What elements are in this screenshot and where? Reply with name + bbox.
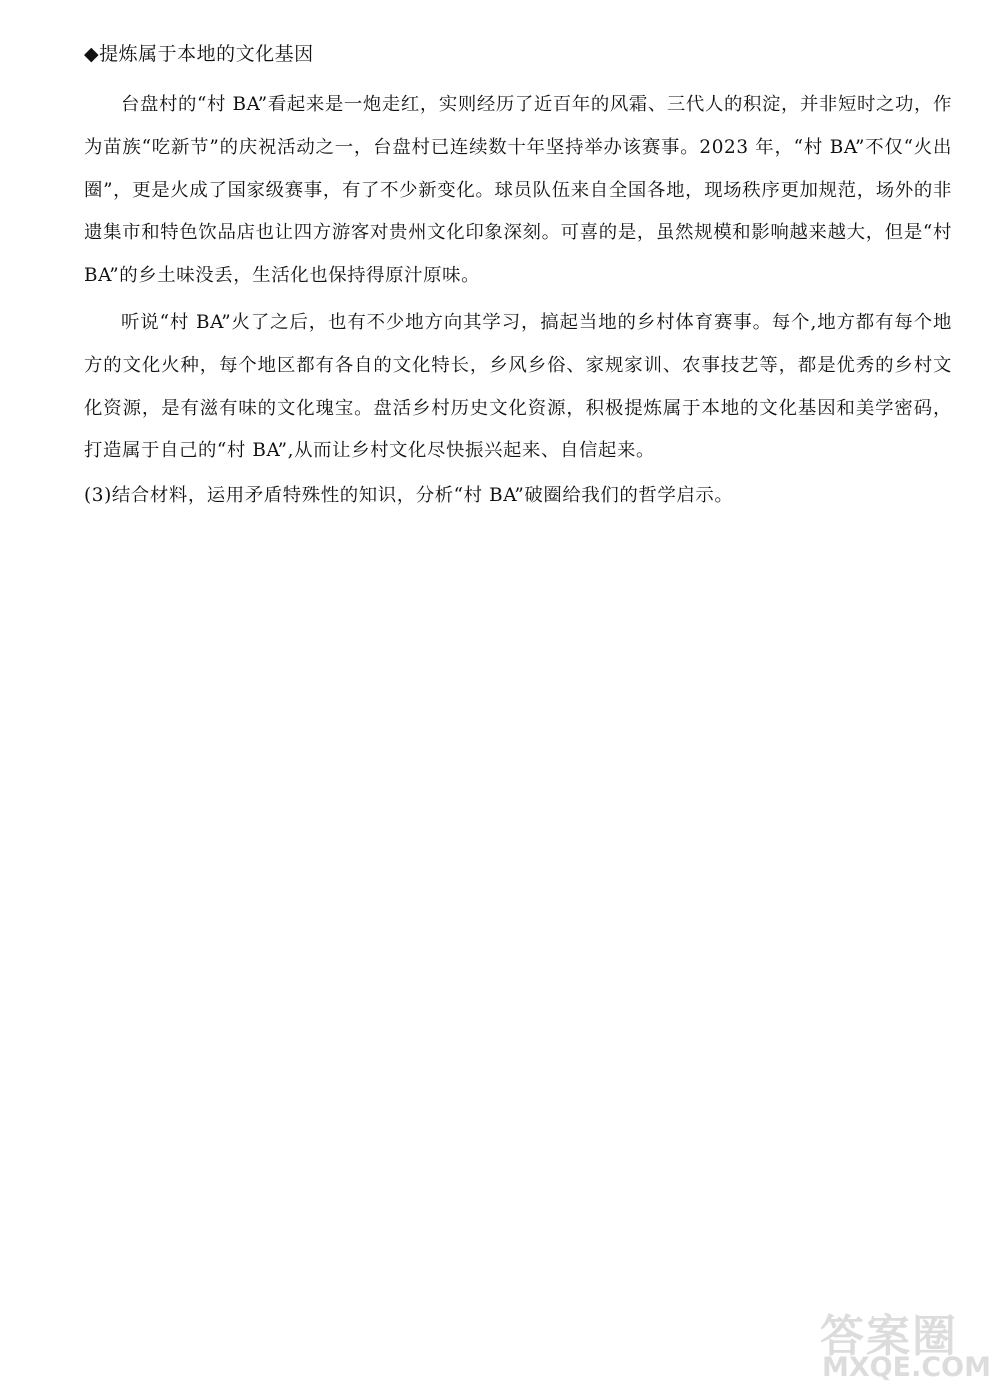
section-heading: ◆提炼属于本地的文化基因 — [84, 43, 314, 65]
paragraph-2: 听说“村 BA”火了之后，也有不少地方向其学习，搞起当地的乡村体育赛事。每个,地方都有每个地方的文化火种，每个地区都有各自的文化特长，乡风乡俗、家规家训、农事技艺等，都是优秀的乡村文化资源，是有滋有味的文化瑰宝。盘活乡村历史文化资源，积极提炼属于本地的文化基因和美学密码，打造属于自己的“村 BA”,从而让乡村文化尽快振兴起来、自信起来。 — [84, 312, 952, 462]
watermark-glyphs: 答案圈 — [820, 1311, 958, 1362]
watermark-url: MXQE.COM — [822, 1352, 991, 1383]
watermark-logo — [820, 1300, 995, 1390]
paragraph-1: 台盘村的“村 BA”看起来是一炮走红，实则经历了近百年的风霜、三代人的积淀，并非短时之功，作为苗族“吃新节”的庆祝活动之一，台盘村已连续数十年坚持举办该赛事。2023 年，“村 BA”不仅“火出圈”，更是火成了国家级赛事，有了不少新变化。球员队伍来自全国各地，现场秩序更加规范，场外的非遗集市和特色饮品店也让四方游客对贵州文化印象深刻。可喜的是，虽然规模和影响越来越大，但是“村 BA”的乡土味没丢，生活化也保持得原汁原味。 — [84, 94, 952, 287]
question-3: (3)结合材料，运用矛盾特殊性的知识，分析“村 BA”破圈给我们的哲学启示。 — [84, 485, 734, 506]
